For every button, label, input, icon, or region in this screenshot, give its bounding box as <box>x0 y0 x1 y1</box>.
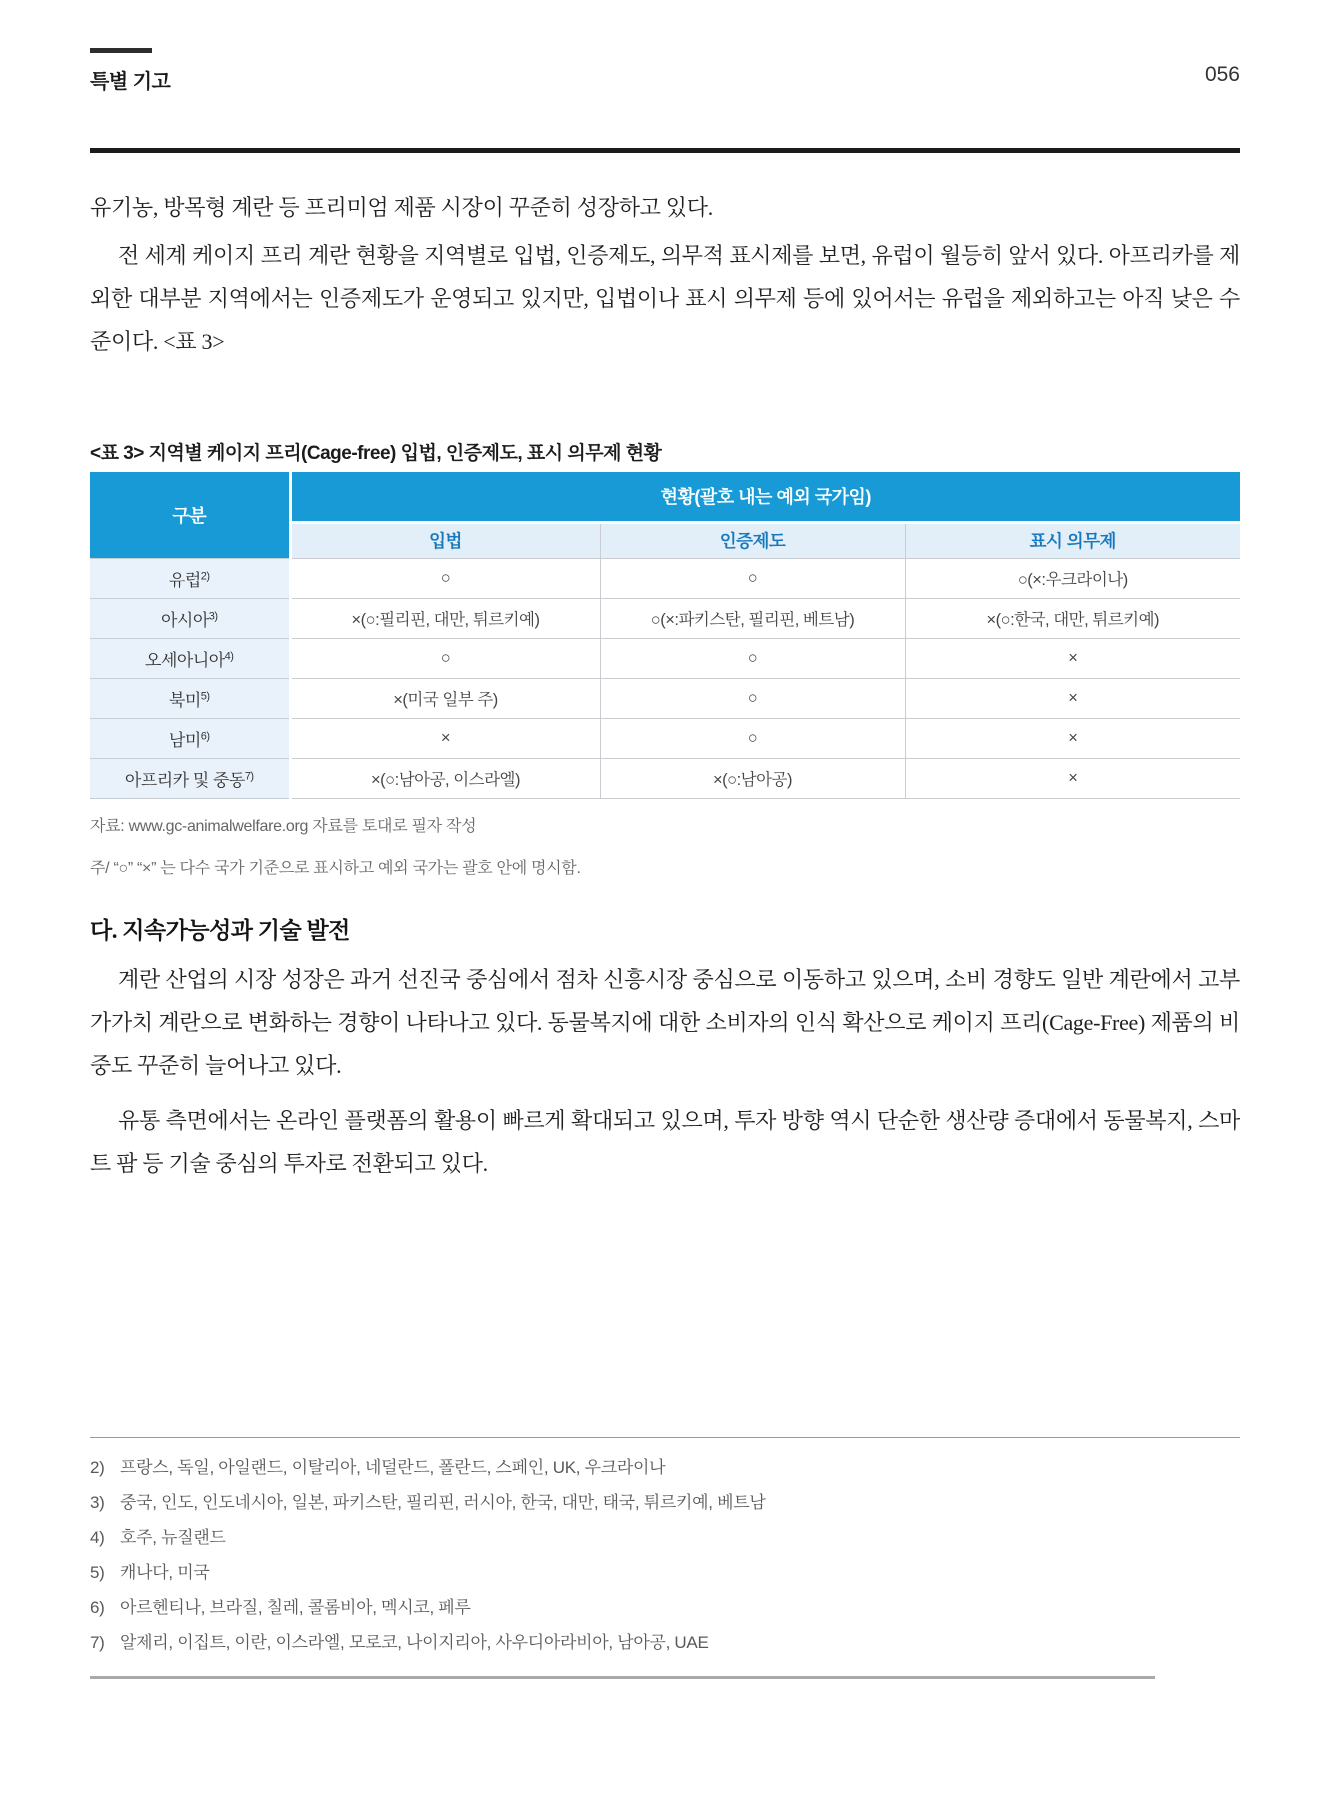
footnote-text: 중국, 인도, 인도네시아, 일본, 파키스탄, 필리핀, 러시아, 한국, 대만, 태국, 튀르키예, 베트남 <box>120 1493 766 1512</box>
certification-cell: ○(×:파키스탄, 필리핀, 베트남) <box>600 598 905 638</box>
table-row <box>90 678 1240 718</box>
footnote-text: 캐나다, 미국 <box>120 1563 210 1582</box>
column-header-region: 구분 <box>90 472 290 558</box>
footnote-ref: 7) <box>244 769 254 782</box>
region-name: 남미 <box>168 730 201 750</box>
table-header-row-group <box>90 472 1240 522</box>
labeling-cell: ○(×:우크라이나) <box>905 558 1240 598</box>
header-rule <box>90 148 1240 153</box>
region-name: 아프리카 및 중동 <box>124 770 245 790</box>
region-cell <box>90 758 290 798</box>
column-header-certification: 인증제도 <box>600 522 905 558</box>
footnote-number: 7) <box>90 1633 105 1652</box>
footnote-number: 2) <box>90 1458 105 1477</box>
certification-cell: ○ <box>600 638 905 678</box>
labeling-cell: × <box>905 718 1240 758</box>
page-number: 056 <box>1204 63 1240 86</box>
legislation-cell: ○ <box>290 638 600 678</box>
table-row <box>90 758 1240 798</box>
region-cell <box>90 678 290 718</box>
section-body <box>90 958 1240 1197</box>
footnote-text: 아르헨티나, 브라질, 칠레, 콜롬비아, 멕시코, 페루 <box>120 1598 471 1617</box>
paragraph: 전 세계 케이지 프리 계란 현황을 지역별로 입법, 인증제도, 의무적 표시제를 보면, 유럽이 월등히 앞서 있다. 아프리카를 제외한 대부분 지역에서는 인증제도가 운영되고 있지만, 입법이나 표시 의무제 등에 있어서는 유럽을 제외하고는 아직 낮은 수준이다. <표 3> <box>90 243 1240 354</box>
paragraph: 유기농, 방목형 계란 등 프리미엄 제품 시장이 꾸준히 성장하고 있다. <box>90 195 713 220</box>
legislation-cell: ×(미국 일부 주) <box>290 678 600 718</box>
footnote-number: 6) <box>90 1598 105 1617</box>
labeling-cell: × <box>905 638 1240 678</box>
certification-cell: ○ <box>600 558 905 598</box>
column-header-labeling: 표시 의무제 <box>905 522 1240 558</box>
labeling-cell: ×(○:한국, 대만, 튀르키예) <box>905 598 1240 638</box>
table-caption: <표 3> 지역별 케이지 프리(Cage-free) 입법, 인증제도, 표시 의무제 현황 <box>90 443 662 464</box>
footnote <box>90 1450 1240 1485</box>
column-header-legislation: 입법 <box>290 522 600 558</box>
legislation-cell: ×(○:남아공, 이스라엘) <box>290 758 600 798</box>
running-head: 특별 기고 <box>90 71 171 93</box>
legislation-cell: ×(○:필리핀, 대만, 튀르키예) <box>290 598 600 638</box>
legislation-cell: ○ <box>290 558 600 598</box>
footnote <box>90 1555 1240 1590</box>
region-cell <box>90 718 290 758</box>
footnote-ref: 5) <box>200 689 210 702</box>
paragraph: 유통 측면에서는 온라인 플랫폼의 활용이 빠르게 확대되고 있으며, 투자 방향 역시 단순한 생산량 증대에서 동물복지, 스마트 팜 등 기술 중심의 투자로 전환되고 있다. <box>90 1108 1240 1176</box>
certification-cell: ○ <box>600 718 905 758</box>
header-accent-bar <box>90 48 152 53</box>
footnote-separator <box>90 1437 1240 1438</box>
region-cell <box>90 558 290 598</box>
footnote <box>90 1520 1240 1555</box>
footnotes <box>90 1450 1240 1660</box>
footnote-text: 프랑스, 독일, 아일랜드, 이탈리아, 네덜란드, 폴란드, 스페인, UK, 우크라이나 <box>120 1458 666 1477</box>
region-name: 아시아 <box>160 610 209 630</box>
footnote-number: 5) <box>90 1563 105 1582</box>
footnote <box>90 1485 1240 1520</box>
table-row <box>90 598 1240 638</box>
labeling-cell: × <box>905 678 1240 718</box>
legislation-cell: × <box>290 718 600 758</box>
footnote <box>90 1625 1240 1660</box>
footnote-ref: 2) <box>200 569 210 582</box>
footnote-text: 호주, 뉴질랜드 <box>120 1528 226 1547</box>
region-name: 유럽 <box>168 570 201 590</box>
footnote-text: 알제리, 이집트, 이란, 이스라엘, 모로코, 나이지리아, 사우디아라비아, 남아공, UAE <box>120 1633 709 1652</box>
table-note: 주/ “○” “×” 는 다수 국가 기준으로 표시하고 예외 국가는 괄호 안에 명시함. <box>90 860 581 877</box>
footnote-ref: 4) <box>224 649 234 662</box>
section-heading: 다. 지속가능성과 기술 발전 <box>90 918 350 943</box>
labeling-cell: × <box>905 758 1240 798</box>
footnote-number: 3) <box>90 1493 105 1512</box>
region-name: 오세아니아 <box>145 650 225 670</box>
certification-cell: ○ <box>600 678 905 718</box>
page-header <box>90 48 1240 108</box>
cage-free-status-table <box>90 472 1240 799</box>
table-row <box>90 638 1240 678</box>
column-group-header: 현황(괄호 내는 예외 국가임) <box>290 472 1240 522</box>
region-cell <box>90 638 290 678</box>
intro-section <box>90 186 1240 368</box>
table-source: 자료: www.gc-animalwelfare.org 자료를 토대로 필자 작성 <box>90 818 477 835</box>
certification-cell: ×(○:남아공) <box>600 758 905 798</box>
footnote-ref: 3) <box>208 609 218 622</box>
footnote-ref: 6) <box>200 729 210 742</box>
footnote-number: 4) <box>90 1528 105 1547</box>
paragraph: 계란 산업의 시장 성장은 과거 선진국 중심에서 점차 신흥시장 중심으로 이동하고 있으며, 소비 경향도 일반 계란에서 고부가가치 계란으로 변화하는 경향이 나타나고 있다. 동물복지에 대한 소비자의 인식 확산으로 케이지 프리(Cage-Free) 제품의 비중도 꾸준히 늘어나고 있다. <box>90 967 1240 1078</box>
footnote <box>90 1590 1240 1625</box>
table-row <box>90 718 1240 758</box>
table-row <box>90 558 1240 598</box>
region-name: 북미 <box>168 690 201 710</box>
bottom-rule <box>90 1676 1155 1679</box>
region-cell <box>90 598 290 638</box>
